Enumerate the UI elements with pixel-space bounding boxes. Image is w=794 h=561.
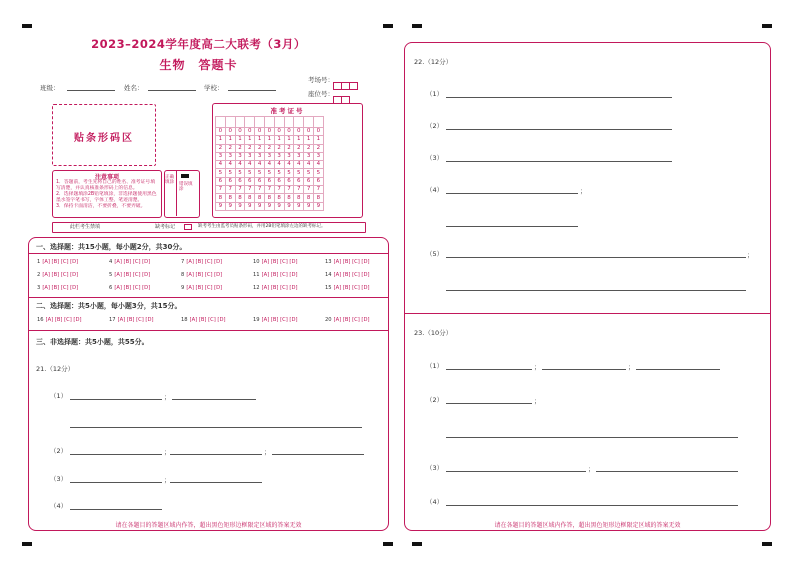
admission-digit-bubble[interactable]: 1 (245, 136, 255, 144)
q22-part2-label: （2） (426, 122, 444, 130)
choice-row[interactable] (325, 259, 369, 265)
admission-digit-bubble[interactable]: 3 (216, 152, 226, 160)
q22-part2-answer[interactable] (446, 129, 672, 130)
registration-mark (762, 542, 772, 546)
q23-part2-answer-b[interactable] (446, 437, 738, 438)
admission-digit-bubble[interactable]: 9 (235, 202, 245, 210)
admission-digit-bubble[interactable]: 9 (284, 202, 294, 210)
admission-digit-bubble[interactable]: 4 (255, 161, 265, 169)
section1-title: 一、选择题：共15小题，每小题2分，共30分。 (36, 243, 187, 251)
admission-digit-bubble[interactable]: 3 (225, 152, 235, 160)
q22-part4-answer-a[interactable] (446, 193, 578, 194)
q23-sep: ； (534, 397, 541, 405)
admission-digit-bubble[interactable]: 3 (235, 152, 245, 160)
admission-digit-bubble[interactable]: 4 (245, 161, 255, 169)
admission-digit-bubble[interactable]: 3 (245, 152, 255, 160)
admission-digit-bubble[interactable]: 5 (245, 169, 255, 177)
divider (29, 330, 388, 331)
admission-digit-bubble[interactable]: 3 (264, 152, 274, 160)
admission-digit-bubble[interactable]: 8 (294, 194, 304, 202)
admission-digit-bubble[interactable]: 9 (245, 202, 255, 210)
admission-digit-bubble[interactable]: 5 (264, 169, 274, 177)
admission-digit-bubble[interactable]: 1 (235, 136, 245, 144)
admission-digit-write-cell[interactable] (274, 117, 284, 128)
q23-part4-answer[interactable] (446, 505, 738, 506)
admission-digit-bubble[interactable]: 8 (274, 194, 284, 202)
admission-digit-write-cell[interactable] (235, 117, 245, 128)
registration-mark (383, 24, 393, 28)
admission-digit-bubble[interactable]: 8 (225, 194, 235, 202)
admission-digit-bubble[interactable]: 4 (225, 161, 235, 169)
choice-row[interactable] (37, 259, 78, 265)
section2-title: 二、选择题：共5小题，每小题3分，共15分。 (36, 302, 182, 310)
admission-digit-bubble[interactable]: 4 (235, 161, 245, 169)
admission-digit-bubble[interactable]: 6 (264, 177, 274, 185)
q23-part3-answer-b[interactable] (596, 471, 738, 472)
admission-digit-bubble[interactable]: 8 (255, 194, 265, 202)
admission-digit-bubble[interactable]: 4 (304, 161, 314, 169)
option-bubbles[interactable]: [A] [B] [C] [D] (186, 272, 223, 278)
admission-digit-bubble[interactable]: 8 (304, 194, 314, 202)
admission-digit-bubble[interactable]: 7 (264, 186, 274, 194)
admission-digit-bubble[interactable]: 1 (255, 136, 265, 144)
admission-digit-bubble[interactable]: 1 (274, 136, 284, 144)
choice-row[interactable] (253, 317, 297, 323)
registration-mark (412, 24, 422, 28)
divider (405, 313, 770, 314)
choice-row[interactable] (109, 317, 153, 323)
q21-part1-answer-c[interactable] (70, 427, 362, 428)
admission-digit-bubble[interactable]: 2 (304, 144, 314, 152)
admission-digit-bubble[interactable]: 2 (294, 144, 304, 152)
admission-digit-bubble[interactable]: 9 (294, 202, 304, 210)
q21-part2-answer-c[interactable] (272, 454, 364, 455)
admission-digit-bubble[interactable]: 6 (245, 177, 255, 185)
q23-part3-answer-a[interactable] (446, 471, 586, 472)
q23-part1-answer-c[interactable] (636, 369, 720, 370)
admission-digit-bubble[interactable]: 1 (294, 136, 304, 144)
admission-digit-bubble[interactable]: 3 (313, 152, 323, 160)
question-number: 14 (325, 272, 332, 278)
admission-digit-bubble[interactable]: 7 (235, 186, 245, 194)
admission-digit-bubble[interactable]: 1 (264, 136, 274, 144)
admission-digit-bubble[interactable]: 5 (274, 169, 284, 177)
option-bubbles[interactable]: [A] [B] [C] [D] (333, 317, 370, 323)
q23-sep: ； (534, 363, 541, 371)
admission-digit-bubble[interactable]: 9 (304, 202, 314, 210)
choice-row[interactable] (325, 272, 369, 278)
option-bubbles[interactable]: [A] [B] [C] [D] (186, 285, 223, 291)
admission-digit-bubble[interactable]: 0 (274, 128, 284, 136)
admission-digit-bubble[interactable]: 8 (235, 194, 245, 202)
question-number: 5 (109, 272, 113, 278)
admission-digit-bubble[interactable]: 5 (216, 169, 226, 177)
option-bubbles[interactable]: [A] [B] [C] [D] (42, 272, 79, 278)
fill-wrong-label: 错误填涂 (179, 182, 193, 192)
registration-mark (383, 542, 393, 546)
q21-label: 21.（12分） (36, 365, 75, 373)
option-bubbles[interactable]: [A] [B] [C] [D] (114, 285, 151, 291)
choice-row[interactable] (181, 259, 222, 265)
admission-digit-bubble[interactable]: 2 (245, 144, 255, 152)
admission-digit-bubble[interactable]: 1 (225, 136, 235, 144)
choice-row[interactable] (37, 285, 78, 291)
option-bubbles[interactable]: [A] [B] [C] [D] (261, 285, 298, 291)
admission-digit-bubble[interactable]: 8 (313, 194, 323, 202)
admission-digit-bubble[interactable]: 7 (255, 186, 265, 194)
question-number: 1 (37, 259, 41, 265)
q22-part5-answer-b[interactable] (446, 290, 746, 291)
choice-row[interactable] (253, 285, 297, 291)
admission-digit-bubble[interactable]: 1 (216, 136, 226, 144)
admission-digit-bubble[interactable]: 6 (313, 177, 323, 185)
option-bubbles[interactable]: [A] [B] [C] [D] (114, 272, 151, 278)
admission-number-title: 准考证号 (270, 107, 305, 115)
admission-digit-write-cell[interactable] (284, 117, 294, 128)
admission-digit-bubble[interactable]: 4 (264, 161, 274, 169)
admission-digit-bubble[interactable]: 5 (235, 169, 245, 177)
admission-digit-write-cell[interactable] (294, 117, 304, 128)
admission-digit-bubble[interactable]: 7 (216, 186, 226, 194)
answer-region-left (28, 237, 389, 531)
page-title: 2023–2024学年度高二大联考（3月） (91, 37, 306, 51)
admission-digit-bubble[interactable]: 9 (264, 202, 274, 210)
q21-sep: ； (264, 448, 271, 456)
admission-digit-bubble[interactable]: 2 (274, 144, 284, 152)
absent-mark-label: 缺考标记 (155, 224, 176, 230)
choice-row[interactable] (37, 272, 78, 278)
absent-note: 缺考考生由监考员贴条形码，并用2B铅笔填涂左边的缺考标记。 (198, 224, 326, 229)
divider (29, 297, 388, 298)
q23-part3-label: （3） (426, 464, 444, 472)
class-field[interactable] (67, 90, 115, 91)
question-number: 9 (181, 285, 185, 291)
q21-part3-answer-a[interactable] (70, 482, 162, 483)
choice-row[interactable] (253, 272, 297, 278)
admission-digit-bubble[interactable]: 4 (294, 161, 304, 169)
q23-part1-answer-a[interactable] (446, 369, 532, 370)
question-number: 13 (325, 259, 332, 265)
admission-digit-bubble[interactable]: 0 (313, 128, 323, 136)
admission-digit-bubble[interactable]: 0 (216, 128, 226, 136)
admission-digit-bubble[interactable]: 9 (225, 202, 235, 210)
admission-digit-bubble[interactable]: 9 (216, 202, 226, 210)
admission-digit-bubble[interactable]: 3 (284, 152, 294, 160)
q22-part5-label: （5） (426, 250, 444, 258)
option-bubbles[interactable]: [A] [B] [C] [D] (333, 272, 370, 278)
admission-digit-bubble[interactable]: 0 (225, 128, 235, 136)
option-bubbles[interactable]: [A] [B] [C] [D] (45, 317, 82, 323)
question-number: 19 (253, 317, 260, 323)
admission-digit-bubble[interactable]: 1 (304, 136, 314, 144)
q21-part4-answer[interactable] (70, 509, 162, 510)
q22-part1-answer[interactable] (446, 97, 672, 98)
q22-part5-answer-a[interactable] (446, 257, 746, 258)
q22-part4-answer-b[interactable] (446, 226, 578, 227)
registration-mark (22, 542, 32, 546)
admission-digit-bubble[interactable]: 6 (255, 177, 265, 185)
admission-digit-bubble[interactable]: 8 (284, 194, 294, 202)
admission-digit-write-cell[interactable] (304, 117, 314, 128)
option-bubbles[interactable]: [A] [B] [C] [D] (186, 259, 223, 265)
q21-part1-label: （1） (50, 392, 68, 400)
option-bubbles[interactable]: [A] [B] [C] [D] (42, 285, 79, 291)
admission-digit-bubble[interactable]: 4 (216, 161, 226, 169)
choice-row[interactable] (181, 272, 222, 278)
admission-digit-bubble[interactable]: 2 (284, 144, 294, 152)
registration-mark (762, 24, 772, 28)
admission-digit-bubble[interactable]: 0 (255, 128, 265, 136)
admission-digit-bubble[interactable]: 7 (304, 186, 314, 194)
question-number: 15 (325, 285, 332, 291)
footer-note-right: 请在各题目的答题区域内作答，超出黑色矩形边框限定区域的答案无效 (494, 522, 681, 529)
admission-digit-bubble[interactable]: 6 (235, 177, 245, 185)
seat-label: 座位号： (308, 90, 334, 98)
admission-digit-bubble[interactable]: 7 (284, 186, 294, 194)
q22-sep: ； (747, 251, 754, 259)
admission-digit-bubble[interactable]: 2 (235, 144, 245, 152)
question-number: 4 (109, 259, 113, 265)
admission-digit-bubble[interactable]: 3 (274, 152, 284, 160)
fill-example-label: 正确填涂 (165, 175, 174, 185)
notes-line: 3．保持卡面清洁，不要折叠，不要弄破。 (56, 204, 146, 209)
question-number: 3 (37, 285, 41, 291)
q21-part3-answer-b[interactable] (170, 482, 262, 483)
admission-digit-bubble[interactable]: 5 (255, 169, 265, 177)
admission-digit-bubble[interactable]: 2 (313, 144, 323, 152)
admission-digit-bubble[interactable]: 1 (284, 136, 294, 144)
admission-digit-bubble[interactable]: 7 (313, 186, 323, 194)
choice-row[interactable] (109, 259, 150, 265)
admission-digit-bubble[interactable]: 7 (294, 186, 304, 194)
option-bubbles[interactable]: [A] [B] [C] [D] (117, 317, 154, 323)
question-number: 16 (37, 317, 44, 323)
q21-part1-answer-b[interactable] (172, 399, 256, 400)
admission-digit-bubble[interactable]: 0 (245, 128, 255, 136)
name-label: 姓名： (124, 84, 144, 92)
admission-digit-bubble[interactable]: 6 (304, 177, 314, 185)
admission-digit-bubble[interactable]: 5 (225, 169, 235, 177)
admission-digit-bubble[interactable]: 2 (225, 144, 235, 152)
admission-digit-bubble[interactable]: 5 (294, 169, 304, 177)
barcode-area-label: 贴条形码区 (74, 133, 134, 144)
q22-label: 22.（12分） (414, 58, 453, 66)
q21-sep: ； (164, 448, 171, 456)
admission-digit-bubble[interactable]: 0 (304, 128, 314, 136)
exam-room-label: 考场号： (308, 76, 334, 84)
choice-row[interactable] (325, 285, 369, 291)
admission-digit-bubble[interactable]: 8 (264, 194, 274, 202)
admission-digit-bubble[interactable]: 0 (294, 128, 304, 136)
question-number: 8 (181, 272, 185, 278)
question-number: 12 (253, 285, 260, 291)
q21-sep: ； (164, 393, 171, 401)
q23-part1-label: （1） (426, 362, 444, 370)
page-subtitle: 生物 答题卡 (159, 58, 238, 72)
admission-digit-bubble[interactable]: 0 (284, 128, 294, 136)
admission-digit-bubble[interactable]: 9 (313, 202, 323, 210)
question-number: 2 (37, 272, 41, 278)
fill-example-divider (176, 170, 177, 216)
option-bubbles[interactable]: [A] [B] [C] [D] (261, 317, 298, 323)
school-field[interactable] (228, 90, 276, 91)
question-number: 17 (109, 317, 116, 323)
q23-part2-answer-a[interactable] (446, 403, 532, 404)
admission-digit-bubble[interactable]: 4 (313, 161, 323, 169)
q22-part4-label: （4） (426, 186, 444, 194)
admission-digit-bubble[interactable]: 5 (304, 169, 314, 177)
notes-line: 1．答题前，考生先将自己的姓名、准考证号填写清楚，并认真核准条形码上的信息。 (56, 180, 155, 191)
admission-digit-bubble[interactable]: 2 (264, 144, 274, 152)
admission-digit-write-cell[interactable] (264, 117, 274, 128)
school-label: 学校： (204, 84, 224, 92)
q22-part3-label: （3） (426, 154, 444, 162)
q21-part2-label: （2） (50, 447, 68, 455)
option-bubbles[interactable]: [A] [B] [C] [D] (261, 259, 298, 265)
divider (29, 253, 388, 254)
registration-mark (22, 24, 32, 28)
q21-part2-answer-a[interactable] (70, 454, 162, 455)
q21-part3-label: （3） (50, 475, 68, 483)
admission-digit-bubble[interactable]: 1 (313, 136, 323, 144)
option-bubbles[interactable]: [A] [B] [C] [D] (261, 272, 298, 278)
admission-digit-bubble[interactable]: 2 (216, 144, 226, 152)
q22-part1-label: （1） (426, 90, 444, 98)
question-number: 10 (253, 259, 260, 265)
admission-digit-bubble[interactable]: 3 (304, 152, 314, 160)
notes-title: 注意事项 (94, 174, 119, 181)
admission-digit-bubble[interactable]: 7 (225, 186, 235, 194)
q21-sep: ； (164, 476, 171, 484)
admission-digit-bubble[interactable]: 5 (313, 169, 323, 177)
admission-digit-bubble[interactable]: 0 (264, 128, 274, 136)
admission-digit-bubble[interactable]: 0 (235, 128, 245, 136)
choice-row[interactable] (109, 272, 150, 278)
q23-sep: ； (588, 465, 595, 473)
admission-digit-write-cell[interactable] (245, 117, 255, 128)
admission-digit-write-cell[interactable] (216, 117, 226, 128)
q21-part1-answer-a[interactable] (70, 399, 162, 400)
option-bubbles[interactable]: [A] [B] [C] [D] (333, 285, 370, 291)
admission-digit-bubble[interactable]: 8 (245, 194, 255, 202)
admission-digit-bubble[interactable]: 4 (284, 161, 294, 169)
q23-part2-label: （2） (426, 396, 444, 404)
q22-sep: ； (580, 187, 587, 195)
choice-row[interactable] (253, 259, 297, 265)
notes-line: 2．选择题填涂2B铅笔填涂，非选择题使用黑色墨水签字笔书写，字体工整、笔迹清楚。 (56, 192, 157, 203)
admission-digit-write-cell[interactable] (313, 117, 323, 128)
q23-part1-answer-b[interactable] (542, 369, 626, 370)
choice-row[interactable] (181, 317, 225, 323)
q21-part2-answer-b[interactable] (170, 454, 262, 455)
choice-row[interactable] (109, 285, 150, 291)
absent-mark-box[interactable] (184, 224, 192, 230)
section3-title: 三、非选择题：共5小题，共55分。 (36, 338, 149, 346)
question-number: 11 (253, 272, 260, 278)
option-bubbles[interactable]: [A] [B] [C] [D] (333, 259, 370, 265)
option-bubbles[interactable]: [A] [B] [C] [D] (42, 259, 79, 265)
filled-mark-icon (181, 174, 189, 178)
name-field[interactable] (148, 90, 196, 91)
admission-number-grid[interactable] (215, 116, 324, 211)
choice-row[interactable] (181, 285, 222, 291)
admission-digit-bubble[interactable]: 7 (245, 186, 255, 194)
question-number: 6 (109, 285, 113, 291)
admission-digit-bubble[interactable]: 6 (294, 177, 304, 185)
admission-digit-bubble[interactable]: 6 (216, 177, 226, 185)
option-bubbles[interactable]: [A] [B] [C] [D] (114, 259, 151, 265)
question-number: 18 (181, 317, 188, 323)
registration-mark (412, 542, 422, 546)
admission-digit-bubble[interactable]: 8 (216, 194, 226, 202)
admission-digit-write-cell[interactable] (225, 117, 235, 128)
admission-digit-bubble[interactable]: 6 (274, 177, 284, 185)
admission-digit-bubble[interactable]: 7 (274, 186, 284, 194)
class-label: 班级： (40, 84, 60, 92)
choice-row[interactable] (325, 317, 369, 323)
footer-note-left: 请在各题目的答题区域内作答，超出黑色矩形边框限定区域的答案无效 (115, 522, 302, 529)
answer-region-right (404, 42, 771, 531)
q23-sep: ； (628, 363, 635, 371)
q22-part3-answer[interactable] (446, 161, 672, 162)
q23-part4-label: （4） (426, 498, 444, 506)
choice-row[interactable] (37, 317, 81, 323)
q23-label: 23.（10分） (414, 329, 453, 337)
absent-label: 此栏考生禁填 (70, 224, 101, 230)
q21-part4-label: （4） (50, 502, 68, 510)
admission-digit-bubble[interactable]: 6 (284, 177, 294, 185)
admission-digit-bubble[interactable]: 2 (255, 144, 265, 152)
admission-digit-bubble[interactable]: 6 (225, 177, 235, 185)
admission-digit-bubble[interactable]: 3 (255, 152, 265, 160)
admission-digit-bubble[interactable]: 5 (284, 169, 294, 177)
admission-digit-bubble[interactable]: 4 (274, 161, 284, 169)
option-bubbles[interactable]: [A] [B] [C] [D] (189, 317, 226, 323)
admission-digit-write-cell[interactable] (255, 117, 265, 128)
admission-digit-bubble[interactable]: 3 (294, 152, 304, 160)
question-number: 20 (325, 317, 332, 323)
admission-digit-bubble[interactable]: 9 (274, 202, 284, 210)
question-number: 7 (181, 259, 185, 265)
admission-digit-bubble[interactable]: 9 (255, 202, 265, 210)
